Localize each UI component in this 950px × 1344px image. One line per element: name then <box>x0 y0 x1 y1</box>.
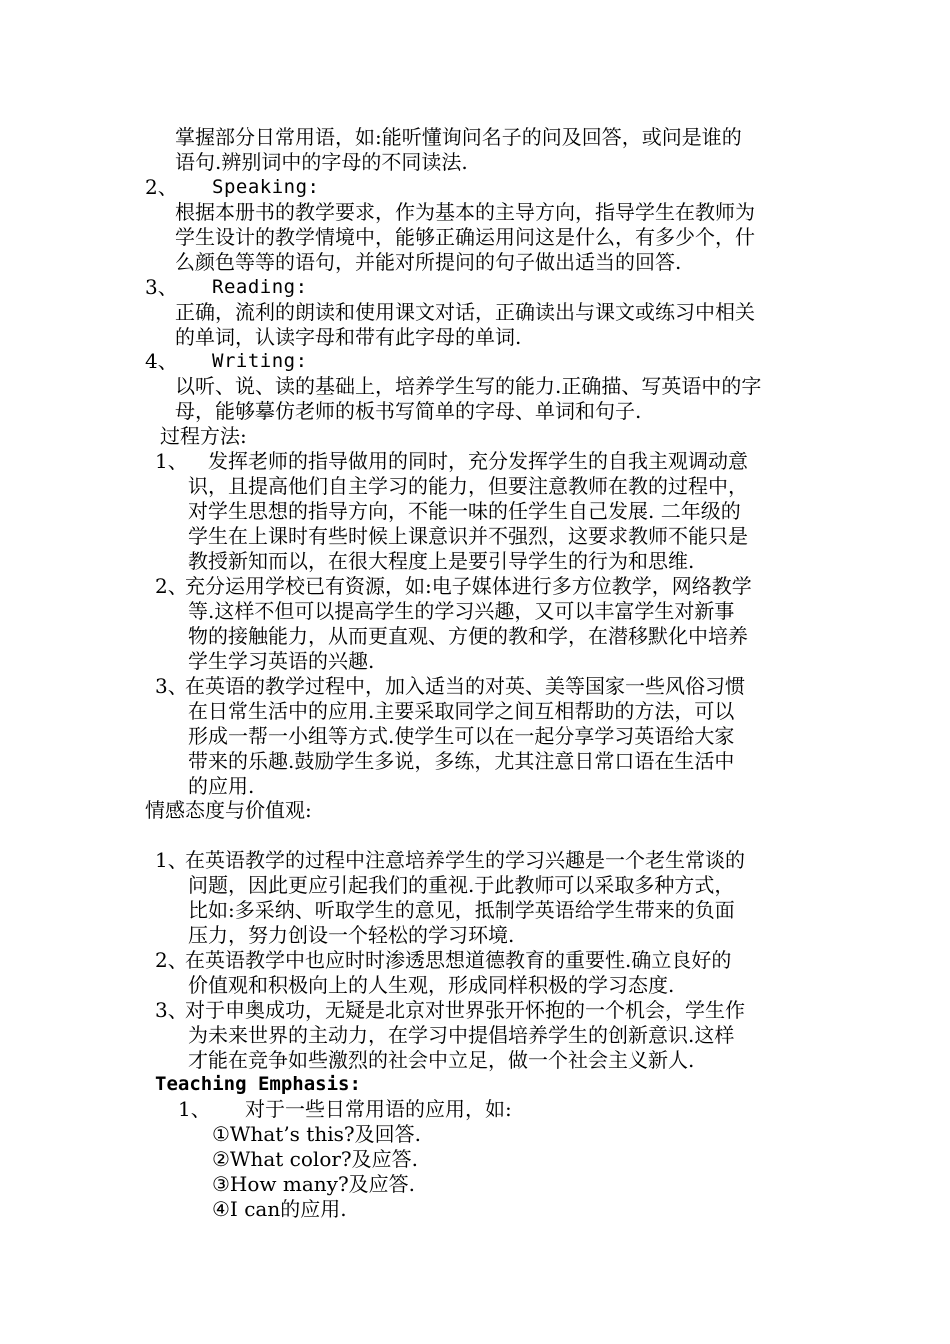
process-item-2-line-3: 物的接触能力，从而更直观、方便的教和学，在潜移默化中培养 <box>188 624 748 648</box>
reading-line-2: 的单词，认读字母和带有此字母的单词. <box>175 325 522 349</box>
reading-label: Reading: <box>212 276 308 298</box>
process-item-1-number: 1、 <box>155 449 188 473</box>
values-item-2-number: 2、 <box>155 948 188 972</box>
speaking-line-1: 根据本册书的教学要求，作为基本的主导方向，指导学生在教师为 <box>175 200 755 224</box>
process-item-2-number: 2、 <box>155 574 188 598</box>
process-item-1-line-3: 对学生思想的指导方向，不能一味的任学生自己发展. 二年级的 <box>188 499 741 523</box>
writing-line-2: 母，能够摹仿老师的板书写简单的字母、单词和句子. <box>175 399 642 423</box>
process-item-1-line-1: 发挥老师的指导做用的同时，充分发挥学生的自我主观调动意 <box>208 449 748 473</box>
emphasis-item-text: 对于一些日常用语的应用，如: <box>245 1097 512 1121</box>
values-item-1-line-1: 在英语教学的过程中注意培养学生的学习兴趣是一个老生常谈的 <box>185 848 745 872</box>
process-item-3-line-5: 的应用. <box>188 774 255 798</box>
writing-number: 4、 <box>145 349 178 373</box>
values-item-1-line-2: 问题，因此更应引起我们的重视.于此教师可以采取多种方式， <box>188 873 735 897</box>
listening-line-2: 语句.辨别词中的字母的不同读法. <box>175 150 468 174</box>
emphasis-subitem-4: ④I can的应用. <box>212 1197 347 1221</box>
emphasis-subitem-2: ②What color?及应答. <box>212 1147 419 1171</box>
emphasis-item-number: 1、 <box>178 1097 211 1121</box>
speaking-line-3: 么颜色等等的语句，并能对所提问的句子做出适当的回答. <box>175 250 682 274</box>
emphasis-subitem-3: ③How many?及应答. <box>212 1172 416 1196</box>
process-item-2-line-1: 充分运用学校已有资源，如:电子媒体进行多方位教学，网络教学 <box>185 574 752 598</box>
process-item-3-line-3: 形成一帮一小组等方式.使学生可以在一起分享学习英语给大家 <box>188 724 735 748</box>
listening-line-1: 掌握部分日常用语，如:能听懂询问名子的问及回答，或问是谁的 <box>175 125 742 149</box>
values-item-3-line-1: 对于申奥成功，无疑是北京对世界张开怀抱的一个机会，学生作 <box>185 998 745 1022</box>
emphasis-heading: Teaching Emphasis: <box>155 1073 361 1095</box>
process-heading: 过程方法: <box>160 424 247 448</box>
values-item-1-number: 1、 <box>155 848 188 872</box>
emphasis-subitem-1: ①What’s this?及回答. <box>212 1122 421 1146</box>
speaking-line-2: 学生设计的教学情境中，能够正确运用问这是什么，有多少个，什 <box>175 225 755 249</box>
writing-line-1: 以听、说、读的基础上，培养学生写的能力.正确描、写英语中的字 <box>175 374 762 398</box>
values-item-3-number: 3、 <box>155 998 188 1022</box>
values-item-1-line-3: 比如:多采纳、听取学生的意见，抵制学英语给学生带来的负面 <box>188 898 735 922</box>
reading-line-1: 正确，流利的朗读和使用课文对话，正确读出与课文或练习中相关 <box>175 300 755 324</box>
values-item-3-line-3: 才能在竞争如些激烈的社会中立足，做一个社会主义新人. <box>188 1048 695 1072</box>
process-item-1-line-2: 识，且提高他们自主学习的能力，但要注意教师在教的过程中， <box>188 474 748 498</box>
process-item-3-line-2: 在日常生活中的应用.主要采取同学之间互相帮助的方法，可以 <box>188 699 735 723</box>
process-item-2-line-4: 学生学习英语的兴趣. <box>188 649 375 673</box>
speaking-number: 2、 <box>145 175 178 199</box>
process-item-3-line-1: 在英语的教学过程中，加入适当的对英、美等国家一些风俗习惯 <box>185 674 745 698</box>
process-item-1-line-5: 教授新知而以，在很大程度上是要引导学生的行为和思维. <box>188 549 695 573</box>
speaking-label: Speaking: <box>212 176 320 198</box>
values-item-2-line-2: 价值观和积极向上的人生观，形成同样积极的学习态度. <box>188 973 675 997</box>
values-item-3-line-2: 为未来世界的主动力，在学习中提倡培养学生的创新意识.这样 <box>188 1023 735 1047</box>
values-heading: 情感态度与价值观: <box>145 798 312 822</box>
writing-label: Writing: <box>212 350 308 372</box>
process-item-3-line-4: 带来的乐趣.鼓励学生多说，多练，尤其注意日常口语在生活中 <box>188 749 735 773</box>
values-item-2-line-1: 在英语教学中也应时时渗透思想道德教育的重要性.确立良好的 <box>185 948 732 972</box>
process-item-3-number: 3、 <box>155 674 188 698</box>
reading-number: 3、 <box>145 275 178 299</box>
process-item-2-line-2: 等.这样不但可以提高学生的学习兴趣，又可以丰富学生对新事 <box>188 599 735 623</box>
process-item-1-line-4: 学生在上课时有些时候上课意识并不强烈，这要求教师不能只是 <box>188 524 748 548</box>
values-item-1-line-4: 压力，努力创设一个轻松的学习环境. <box>188 923 515 947</box>
